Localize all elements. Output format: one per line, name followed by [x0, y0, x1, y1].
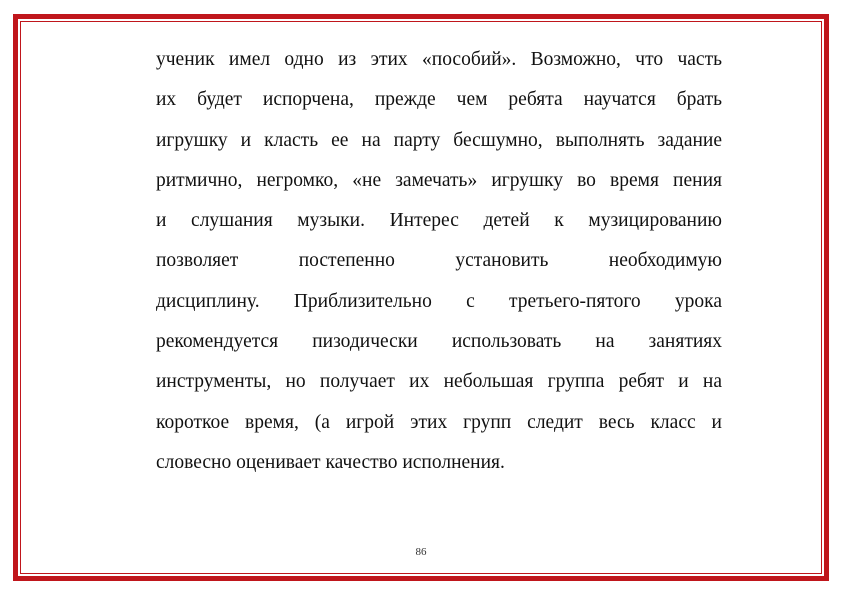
text-line: и слушания музыки. Интерес детей к музицированию — [156, 210, 722, 232]
text-line: инструменты, но получает их небольшая группа ребят и на — [156, 371, 722, 393]
text-line: позволяет постепенно установить необходимую — [156, 250, 722, 272]
page-number: 86 — [415, 546, 427, 558]
text-line: игрушку и класть ее на парту бесшумно, выполнять задание — [156, 129, 722, 151]
text-line: словесно оценивает качество исполнения. — [156, 451, 505, 473]
text-line: короткое время, (а игрой этих групп следит весь класс и — [156, 411, 722, 433]
text-line: рекомендуется пизодически использовать на занятиях — [156, 331, 722, 353]
text-line: дисциплину. Приблизительно с третьего-пятого урока — [156, 290, 722, 312]
body-text — [156, 40, 722, 483]
text-line: их будет испорчена, прежде чем ребята научатся брать — [156, 89, 722, 111]
text-line: ритмично, негромко, «не замечать» игрушку во время пения — [156, 169, 722, 191]
text-line: ученик имел одно из этих «пособий». Возможно, что часть — [156, 49, 722, 70]
